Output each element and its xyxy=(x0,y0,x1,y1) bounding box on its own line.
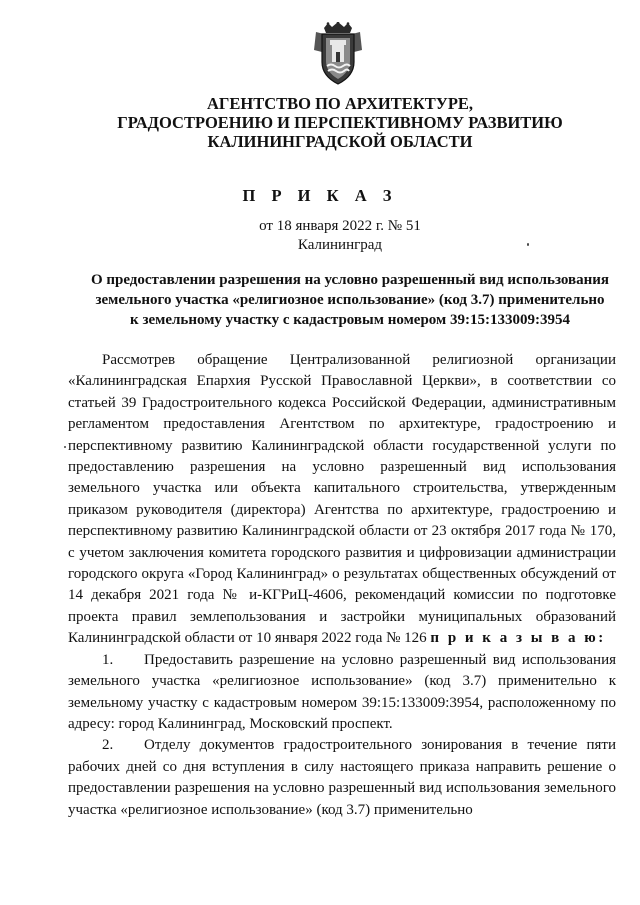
preamble-text: Рассмотрев обращение Централизованной религиозной организации «Калининградская Епархия Русской Православной Церкви», в соответствии со статьей 39 Градостроительного кодекса Российской Федерации, административным регламентом предоставления Агентством по архитектуре, градостроению и перспективному развитию Калининградской области государственной услуги по предоставлению разрешения на условно разрешенный вид использования земельного участка или объекта капитального строительства, утвержденным приказом руководителя (директора) Агентства по архитектуре, градостроению и перспективному развитию Калининградской области от 23 октября 2017 года № 170, с учетом заключения комитета городского развития и цифровизации администрации городского округа «Город Калининград» о результатах общественных обсуждений от 14 декабря 2021 года № и-КГРиЦ-4606, рекомендаций комиссии по подготовке проекта правил землепользования и застройки муниципальных образований Калининградской области от 10 января 2022 года № 126 xyxy=(68,352,616,647)
order-city: Калининград xyxy=(297,237,383,253)
agency-name xyxy=(60,94,620,151)
preamble-paragraph xyxy=(68,350,616,650)
order-item-2-number: 2. xyxy=(102,737,114,754)
order-subject-line-1: О предоставлении разрешения на условно разрешенный вид использования xyxy=(90,272,610,288)
order-body xyxy=(68,350,616,821)
agency-name-line-2: ГРАДОСТРОЕНИЮ И ПЕРСПЕКТИВНОМУ РАЗВИТИЮ xyxy=(117,113,563,132)
order-dateline xyxy=(0,217,640,255)
order-item-1 xyxy=(68,650,616,736)
order-subject-line-3: к земельному участку с кадастровым номером 39:15:133009:3954 xyxy=(130,312,570,328)
order-subject-line-2: земельного участка «религиозное использование» (код 3.7) применительно xyxy=(95,292,605,308)
order-item-2 xyxy=(68,735,616,821)
order-item-2-text: Отделу документов градостроительного зонирования в течение пяти рабочих дней со дня вступления в силу настоящего приказа направить решение о предоставлении разрешения на условно разрешенный вид использования земельного участка «религиозное использование» (код 3.7) применительно xyxy=(68,737,616,818)
order-item-1-number: 1. xyxy=(102,651,114,668)
order-directive-word: п р и к а з ы в а ю: xyxy=(430,630,606,647)
order-title: П Р И К А З xyxy=(242,186,398,205)
order-date-number: от 18 января 2022 г. № 51 xyxy=(259,218,421,234)
agency-name-line-3: КАЛИНИНГРАДСКОЙ ОБЛАСТИ xyxy=(207,132,473,151)
order-subject xyxy=(60,270,640,330)
agency-name-line-1: АГЕНТСТВО ПО АРХИТЕКТУРЕ, xyxy=(206,94,474,113)
order-item-1-text: Предоставить разрешение на условно разрешенный вид использования земельного участка «религиозное использование» (код 3.7) применительно к земельному участку с кадастровым номером 39:15:133009:3954, расположенному по адресу: город Калининград, Московский проспект. xyxy=(68,651,616,732)
coat-of-arms-emblem xyxy=(312,22,364,86)
